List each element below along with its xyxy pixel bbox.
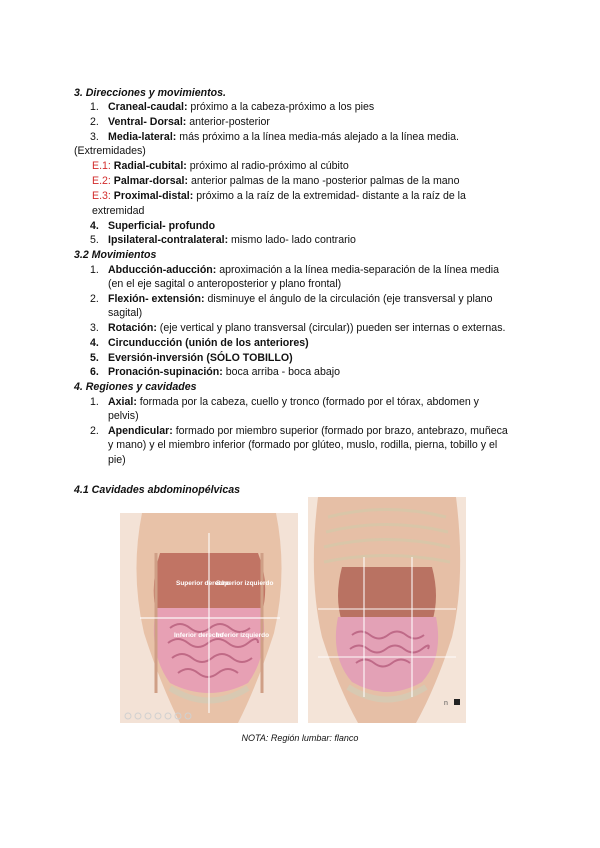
section-heading-directions: 3. Direcciones y movimientos. [74,87,226,99]
list-item: 6. Pronación-supinación: boca arriba - boca abajo [90,366,340,378]
abdomen-regions-figure [308,497,466,723]
list-item: 5. Ipsilateral-contralateral: mismo lado- lado contrario [90,234,356,246]
list-item: 3. Rotación: (eje vertical y plano transversal (circular)) pueden ser internas o externas. [90,322,506,334]
figure-caption: NOTA: Región lumbar: flanco [241,733,359,743]
list-item: E.3: Proximal-distal: próximo a la raíz de la extremidad- distante a la raíz de la [92,190,466,202]
figure-mark-box [454,699,460,705]
section-heading-movements: 3.2 Movimientos [74,249,157,261]
list-item: 2. Ventral- Dorsal: anterior-posterior [90,116,270,128]
list-item: 3. Media-lateral: más próximo a la línea media-más alejado a la línea media. [90,131,459,143]
list-item: 1. Craneal-caudal: próximo a la cabeza-próximo a los pies [90,101,375,113]
abdomen-quadrants-figure [120,513,298,723]
list-item-continuation: sagital) [108,307,143,319]
list-item: 2. Flexión- extensión: disminuye el ángulo de la circulación (eje transversal y plano [90,293,493,305]
list-item: 2. Apendicular: formado por miembro superior (formado por brazo, antebrazo, muñeca [90,425,508,437]
list-item-continuation: pie) [108,454,126,466]
list-item-continuation: (en el eje sagital o anteroposterior y plano frontal) [108,278,342,290]
figure-mark: n [444,700,448,707]
section-heading-regions: 4. Regiones y cavidades [74,381,197,393]
list-item: 4. Circunducción (unión de los anteriores) [90,337,309,349]
list-item: 5. Eversión-inversión (SÓLO TOBILLO) [90,352,293,364]
list-item: 1. Axial: formada por la cabeza, cuello y tronco (formado por el tórax, abdomen y [90,396,479,408]
list-item: E.1: Radial-cubital: próximo al radio-próximo al cúbito [92,160,349,172]
list-item-continuation: extremidad [92,205,145,217]
quadrant-label: Inferior izquierdo [216,632,270,639]
list-item-continuation: pelvis) [108,410,139,422]
section-heading-cavities: 4.1 Cavidades abdominopélvicas [74,484,241,496]
list-item: E.2: Palmar-dorsal: anterior palmas de la mano -posterior palmas de la mano [92,175,460,187]
list-item-continuation: y mano) y el miembro inferior (formado por glúteo, muslo, rodilla, pierna, tobillo y el [108,439,498,451]
extremities-label: (Extremidades) [74,145,146,157]
list-item: 4. Superficial- profundo [90,220,216,232]
quadrant-label: Superior derecho [176,580,230,587]
quadrant-label: Inferior derecho [174,632,224,639]
list-item: 1. Abducción-aducción: aproximación a la línea media-separación de la línea media [90,264,499,276]
quadrant-label: Superior izquierdo [216,580,274,587]
